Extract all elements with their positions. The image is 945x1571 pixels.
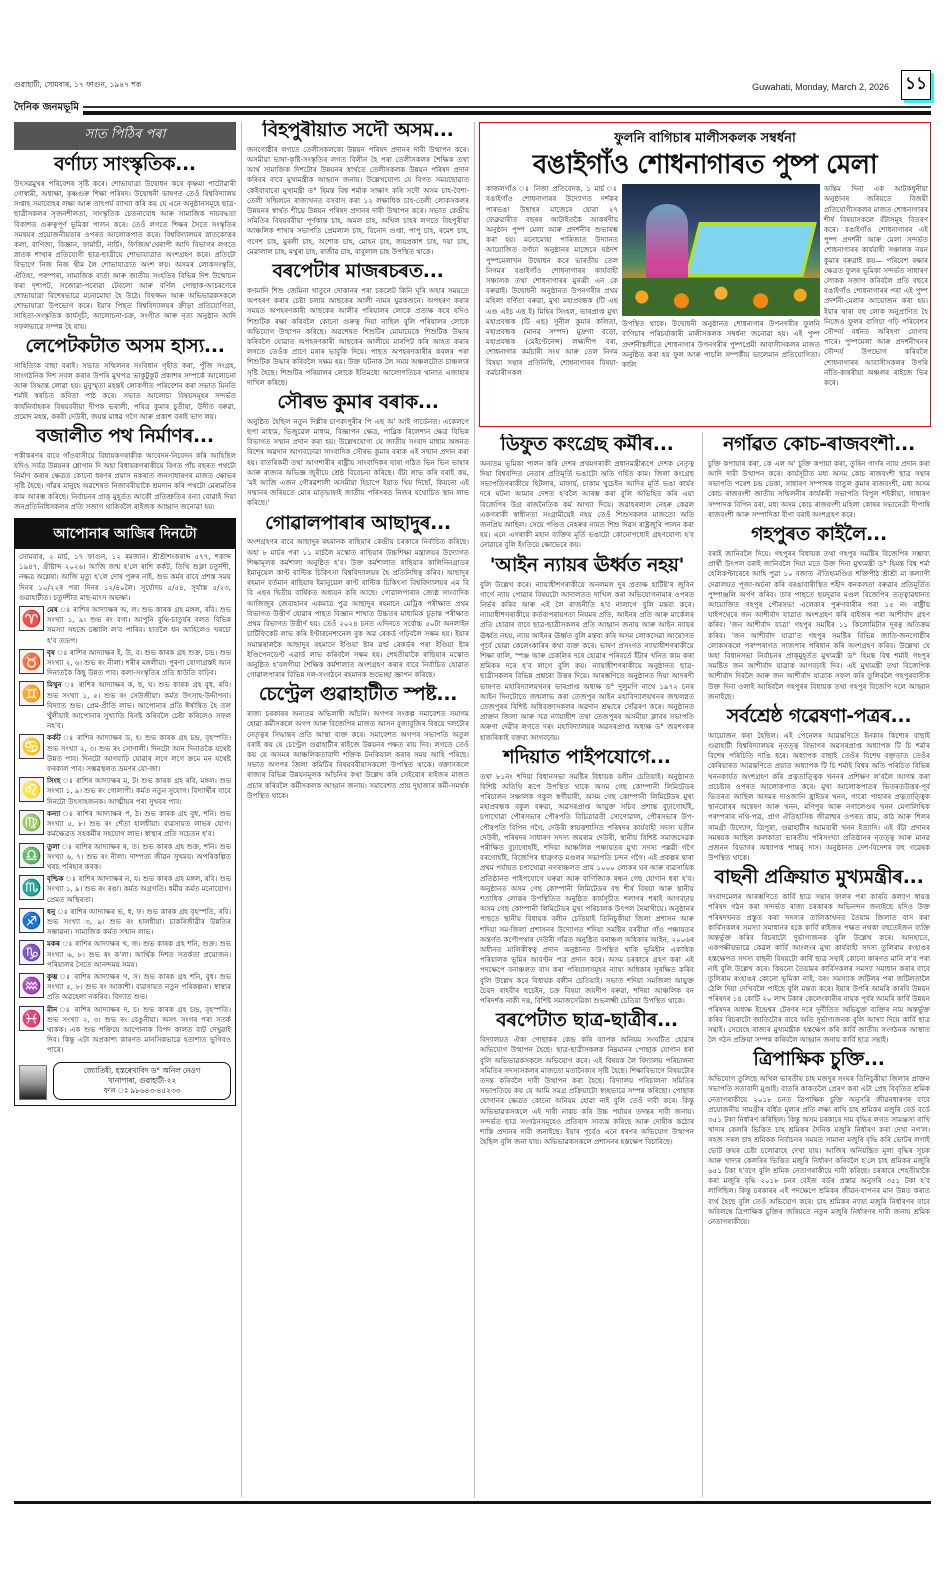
pisces-icon: ♓: [19, 1006, 44, 1031]
column-2: [247, 120, 469, 801]
column-1: [14, 120, 236, 1106]
headline[interactable]: নগাঁৱত কোচ-ৰাজবংশী...: [723, 434, 915, 455]
headline[interactable]: বৰ্ণাঢ্য সাংস্কৃতিক...: [54, 153, 196, 175]
zodiac-name: কৰ্কট: [47, 733, 61, 743]
article-law-above-justice: [480, 555, 694, 743]
zodiac-name: মিথুন: [47, 680, 62, 690]
headline[interactable]: শদিয়াত পাইপযোগে...: [503, 745, 671, 768]
headline[interactable]: গোৱালপাৰাৰ আছাদুৰ...: [265, 511, 451, 534]
virgo-icon: ♍: [19, 810, 44, 835]
zodiac-reading: ৰাশিৰ আদ্যাক্ষৰ ম, ট। শুভ কাৰক গ্ৰহ ৰবি, মঙ্গল। শুভ সংখ্যা ১, ৯। শুভ ৰং গোলাপী। কৰ্মত নতুন সুযোগ। বিদ্যাৰ্থীৰ বাবে দিনটো উৎসাহজনক। আত্মীয়ৰ পৰা সুখবৰ পাব।: [47, 776, 231, 806]
lead-body-right: অন্তিম দিনা এক আটকধুনীয়া অনুষ্ঠানৰ জৰিয়তে বিজয়ী প্ৰতিযোগীসকলৰ মাজত শোধনাগাৰৰ শীৰ্ষ বিষয়াসকলে বঁটাসমূহ বিতৰণ কৰে। বঙাইগাঁও শোধনাগাৰৰ এই পুষ্প প্ৰদৰ্শনী আৰু মেলা সন্দৰ্ভত শোধনাগাৰৰ কাৰ্যবাহী সঞ্চালক নয়ন কুমাৰ বৰুৱাই কয়— পৰিবেশ ৰক্ষাৰ ক্ষেত্ৰত ফুলৰ ভূমিকা সন্দৰ্ভত সাধাৰণ লোকক সজাগ কৰিবলৈ প্ৰতি বছৰে বঙাইগাঁও শোধনাগাৰৰ পৰা এই পুষ্প প্ৰদৰ্শনী-মেলাৰ আয়োজন কৰা হয়। ইয়াৰ দ্বাৰা বহু লোক অনুপ্ৰাণিত হৈ নিজেও ফুলৰ বাগিচা গঢ়ি পৰিবেশৰ সৌন্দৰ্য বৰ্ধনত অৰিহণা যোগাব পাৰে। পুষ্পমেলা আৰু প্ৰদৰ্শনীখনৰ সৌন্দৰ্য উপভোগ কৰিবলৈ শোধনাগাৰৰ আবাসীসকলৰ উপৰি নাঁতি-কাষৰীয়া অঞ্চলৰ ৰাইজে ভিৰ কৰে।: [824, 184, 928, 388]
article-tripartite-agreement: [708, 1049, 930, 1227]
headline[interactable]: বজালীত পথ নিৰ্মাণৰ...: [36, 424, 214, 447]
zodiac-text: কন্যা ঃ ৰাশিৰ আদ্যাক্ষৰ প, ঠ। শুভ কাৰক গ্ৰহ বুধ, শনি। শুভ সংখ্যা ৫, ৮। শুভ ৰং শেঁতা হালধীয়া। ব্যৱসায়ত লাভৰ যোগ। কৰ্মক্ষেত্ৰত সহকৰ্মীৰ সহযোগ লাভ। স্বাস্থ্যৰ প্ৰতি সচেতন হ'ব।: [47, 808, 231, 839]
article-body: বুলি উল্লেখ কৰে। ন্যায়াধীশগৰাকীয়ে অনলমল দুৰ প্ৰত্যক্ষ হাৰ্টিষ্ট'ৰ জুবিন গাৰ্গে ন্যায় পোৱাৰ বিষয়টো আদালতত দাখিল কৰা অভিযোগনামাৰ ওপৰত নিৰ্ভৰ কৰিব আৰু এই লৈ ৰাজনীতি হ'ব নালাগে বুলি মন্তব্য কৰে। ন্যায়াধীশগৰাকীয়ে কৰ্তব্যপৰায়ণতা নিয়মৰ প্ৰতি, আইনৰ প্ৰতি আৰু মাৰ্কেলৰ প্ৰতি হোৱাৰ বাবে ছাত্ৰ-ছাত্ৰীসকলৰ প্ৰতি আহ্বান জনায় আৰু আইন ন্যায়ৰ ঊৰ্ধ্বত নহয়, ন্যায় আইনৰ ঊৰ্ধ্বত বুলি মন্তব্য কৰি অসম লোকসেৱা আয়োগত পূৰ্বে হোৱা কেলেংকাৰিৰ কথা ব্যক্ত কৰে। ভাষণ প্ৰসংগত ন্যায়াধীশগৰাকীয়ে শিক্ষা বালি, স্পঞ্জ আৰু চেকলিৰ দৰে হোৱাৰ পৰিবৰ্তে ইঁটাৰ খনিত কাম কৰা শ্ৰমিকৰ দৰে হ'ব লাগে বুলি কয়। ন্যায়াধীশগৰাকীয়ে অনুষ্ঠানত ছাত্ৰ-ছাত্ৰীসকলৰ বিভিন্ন প্ৰশ্নৰো উত্তৰ দিয়ে। আৰম্ভণিতে অনুষ্ঠানত দিয়া আদৰণী ভাষণত মহাবিদ্যালয়খনৰ ভাৰপ্ৰাপ্ত অধ্যক্ষ ড° দুলুমণি নাথে ১৯৭২ চনৰ আইন দিনটোতে জন্মলাভ কৰা তেজপুৰ আইন মহাবিদ্যালয়খনৰ জন্মলগ্নত তেজপুৰৰ বিশিষ্ট অধিবক্তাসকলৰ অৱদান শ্ৰদ্ধাৰে সোঁৱৰণ কৰে। অনুষ্ঠানত প্ৰাক্তন জিলা আৰু সত্ৰ ন্যায়াধীশ তথা তেজপুৰৰ অসমীয়া ক্লাবৰ সভাপতি অৰুণা দেৱীৰ লগতে দৰং মহাবিদ্যালয়ৰ অৱসৰপ্ৰাপ্ত অধ্যক্ষ ড° জয়শংকৰ হাজৰিকাই বক্তব্য আগবঢ়ায়।: [480, 579, 694, 742]
headline[interactable]: বাছনী প্ৰক্ৰিয়াত মুখ্যমন্ত্ৰীৰ...: [714, 866, 924, 889]
headline[interactable]: লেপেটকটাত অসম হাস্য...: [25, 334, 225, 357]
zodiac-name: মকৰ: [47, 939, 60, 949]
article-goalpara-asadur: [247, 513, 469, 681]
zodiac-reading: ৰাশিৰ আদ্যাক্ষৰ ই, উ, ব। শুভ কাৰক গ্ৰহ শুক্ৰ, চন্দ্ৰ। শুভ সংখ্যা ২, ৬। শুভ ৰং নীলা। শৰীৰ মঙ্গলীয়া। পুৰণা ৰোগাগ্ৰস্তই আন দিনাতকৈ কিছু উন্নত পাব। কলা-সংস্কৃতিৰ প্ৰতি ধাউতি বাঢ়িব।: [47, 647, 232, 678]
article-body: তথা ৮১নং শদিয়া বিধানসভা সমষ্টিৰ বিধায়ক বলীন চেতিয়াই। অনুষ্ঠানত বিশিষ্ট অতিথি ৰূপে উপস্থিত থাকে অসম গেছ কোম্পানী লিমিটেডৰ পৰিচালন সঞ্চালক গকুল স্বৰ্গীয়াৰী, অসম গেছ কোম্পানী লিমিটেডৰ মুখ্য মহাপ্ৰবন্ধক বকুল বৰুৱা, অৱসৰপ্ৰাপ্ত আয়ুক্ত সচিব প্ৰশান্ত বুঢ়াগোহাঁই, চপাখোৱা পৌৰসভাৰ পৌৰপতি বিচিত্ৰাৱতী সোণোৱাল, পৌৰসভাৰ উপ-পৌৰপতি বিপিন গগৈ, দেউৰী স্বায়ত্তশাসিত পৰিষদৰ কাৰ্যবাহী সদস্য যতীন দেউৰী, পৰিষদৰ সাধাৰণ সদস্য জয়ৰাম দেউৰী, স্থানীয় বিশিষ্ট সমাজসেৱক পৰীক্ষিত বুঢ়াগোহাঁই, শদিয়া আঞ্চলিক পঞ্চায়তৰ মুখ্য সদস্য পল্লৱী গগৈ বৰগোহাঁই, বিজেপিৰ ধাত্ৰুগড় মণ্ডলৰ সভাপতি চন্দন গগৈ। এই প্ৰকল্পৰ দ্বাৰা প্ৰথম পৰ্যায়ত চপাখোৱা নগৰাঞ্চলত প্ৰায় ১০০০ লোকৰ ঘৰ আৰু ব্যৱসায়িক প্ৰতিষ্ঠানত পাইপযোগে ঘৰুৱা আৰু বাণিজ্যিক ৰন্ধন গেছ যোগান ধৰা হ'ব। অনুষ্ঠানত অসম গেছ কোম্পানী লিমিটেডৰ বহু শীৰ্ষ বিষয়া আৰু স্থানীয় শতাধিক লোকৰ উপস্থিতিত অনুষ্ঠিত কাৰ্যসূচীত শলাগৰ শৰাই আগবঢ়ায় অসম গেছ কোম্পানী লিমিটেডৰ মুখ্য পৰিচালক উৎপল নৈমাখীয়ে। অনুষ্ঠানৰ পাছতে স্থানীয় বিধায়ক বলীন চেতিয়াই তিনিচুকীয়া জিলা প্ৰশাসন আৰু শদিয়া সম-জিলা প্ৰশাসনৰ উদ্যোগত শদিয়া সমষ্টিৰ বৰবীয়া গাঁও পঞ্চায়তৰ অন্তৰ্গত কপৌপথাৰ দেউৰী গাঁৱত অনুষ্ঠিত বনাঞ্চল অধিকাৰ আইন, ২০০৬ৰ অধীনত মালিকীস্বত্ব প্ৰদান অনুষ্ঠানত উপস্থিত থাকি ভূমিহীন একাধিক পৰিয়ালক ভূমিৰ আবণ্টন পত্ৰ প্ৰদান কৰে। অসম চৰকাৰে গ্ৰহণ কৰা এই পদক্ষেপে বনাঞ্চলত বাস কৰা পৰিয়ালসমূহৰ ন্যায্য অধিকাৰ সুৰক্ষিত কৰিব বুলি উল্লেখ কৰে বিধায়ক বলীন চেতিয়াই। সভাত শদিয়া সমজিলা আয়ুক্ত চৈয়দ ৰাহবীৰ হুচেইন, চক্ৰ বিষয়া জয়দীপ বৰুৱা, শদিয়া আঞ্চলিক বন পৰিদৰ্শক নাকী দত্ত, বিশিষ্ট সমাজসেৱিকা শুভলক্ষ্মী চেতিয়া উপস্থিত থাকে।: [480, 771, 694, 1006]
article-body: জনগোষ্ঠীৰ লগতে তেলীসকলকো উন্নয়ন পৰিষদ প্ৰদানৰ দাবী উত্থাপন কৰে। অসমীয়া ভাষা-কৃষ্টি-সংস্কৃতিৰ লগত বিলীন হৈ পৰা তেলীসকলৰ শৈক্ষিক তথা আৰ্থ সামাজিক দিশটোৰ উন্নয়নৰ স্বাৰ্থতে তেলীসকলক উন্নয়ন পৰিষদ প্ৰদান কৰিবৰ বাবে মুখ্যমন্ত্ৰীক আহ্বান জনায়। উল্লেখযোগ্য যে বিগত সময়ছোৱাত কেইবাবাৰো মুখ্যমন্ত্ৰী ড° হিমন্ত বিশ্ব শৰ্মাক সাক্ষাৎ কৰি সদৌ অসম চাহ-বৈশ্য-তেলী সন্মিলনে ৰাজ্যখনত বসবাস কৰা ১২ লক্ষাধিক চাহ-তেলী লোকসকলৰ উন্নয়নৰ স্বাৰ্থত শীঘ্ৰে উন্নয়ন পৰিষদ প্ৰদানৰ দাবী উত্থাপন কৰে। সভাত কেন্দ্ৰীয় সমিতিৰ বিষয়ববীয়া পূৰ্ণকান্ত চাহ, অমল চাহ, অখিল চাহৰ লগতে বিহপুৰীয়া আঞ্চলিক শাখাৰ সভাপতি প্ৰেমলাল চাহ, বিনোদ গুপ্তা, পাপু চাহ, ৰমেশ চাহ, গণেশ চাহ, মুৰলী চাহ, অশোক চাহ, মোহন চাহ, জয়প্ৰকাশ চাহ, দয়া চাহ, মেৱালাল চাহ, মথুৰা চাহ, ৰাজীৱ চাহ, বাবুলাল চাহ উপস্থিত থাকে।: [247, 144, 469, 256]
horoscope-title: আপোনাৰ আজিৰ দিনটো: [15, 519, 235, 549]
column-divider: [241, 122, 242, 1497]
zodiac-entry: [19, 874, 231, 905]
headline[interactable]: সৰ্বশ্ৰেষ্ঠ গৱেষণা-পত্ৰৰ...: [726, 704, 912, 727]
masthead-rule-heavy: [14, 111, 931, 115]
column-divider: [702, 432, 703, 1497]
article-best-research-paper: [708, 706, 930, 863]
photo-pool: [685, 222, 817, 277]
article-selection-cm: [708, 867, 930, 1045]
cancer-icon: ♋: [19, 734, 44, 759]
horoscope-intro: সোমবাৰ, ২ মাৰ্চ, ১৭ ফাগুন, ১২ ৰমজান। শ্ৰীশ্ৰীশংকৰাব্দ ৫৭৭, শকাব্দ ১৯৪৭, খ্ৰীষ্টাব্দ ২০২৬। আজি জন্ম হ'লে ৰাশি কৰ্কট, তিথি শুক্লা চতুৰ্দশী, নক্ষত্ৰ অশ্লেষা। আজি মৃত্যু হ'লে দোষ পুৰুৰ নাই, শুভ কৰ্মৰ বাবে প্ৰশস্ত সময় দিনৰ ১০/২২ৰ পৰা দিনৰ ১২/৪০লৈ। সূৰ্যোদয় ৫/৫৪, সূৰ্যাস্ত ৫/২৩, গুৱাহাটীত। চতুৰ্দশীত মাছ-মাংস অভক্ষ্য।: [19, 552, 231, 602]
zodiac-text: মেষ ঃ ৰাশিৰ আদ্যাক্ষৰ অ, ল। শুভ কাৰক গ্ৰহ মঙ্গল, ৰবি। শুভ সংখ্যা ১, ৯। শুভ ৰং বগা। আপুনি বুদ্ধি-চাতুৰ্যৰ বলত বিভিন্ন সমস্যা সহজে চম্ভালি ল'ব পাৰিব। হাতলৈ ধন আহিলেও খৰচো হ'ব তদ্ৰূপ।: [47, 605, 231, 645]
astrologer-name: জ্যোতিষী, হস্তৰেখাবিদ ড° অনিল নেওগ: [83, 1065, 201, 1075]
masthead: [14, 70, 931, 120]
paper-name: দৈনিক জনমভূমি: [14, 100, 83, 117]
headline[interactable]: গহপুৰত কাইলৈ...: [751, 523, 887, 546]
article-body: সাহিত্যিক বাছা বৰাই। সভাত সন্মিলনৰ সংবিধান গৃহীত কৰা, পুঁজি সংগ্ৰহ, সাংগঠনিক দিশ সবল কৰাৰ উপৰি মুখপত্ৰ ভাকুটুকুট প্ৰকাশৰ সম্পৰ্কে আলোচনা আৰু সিদ্ধান্ত লোৱা হয়। মুনুস্মৃতা মহন্তই লোকগীত পৰিবেশন কৰা সভাত মিনতি শৰ্মাই স্বৰচিত কবিতা পাঠ কৰে। সভাত আলোচ্য বিষয়সমূহৰ সন্দৰ্ভত কাৰ্যনিৰ্বাহকৰ বিষয়ববীয়া দীপক ভৰালী, পবিত্ৰ কুমাৰ চুতীয়া, উদীত বৰুৱা, প্ৰমোদ মহন্ত, কৰবী দেউৰী, জয়ন্ত মাধৱ গগৈ আৰু প্ৰকাশ বৰাই ভাগ লয়।: [14, 360, 236, 421]
article-sourav-kumar-bora: [247, 392, 469, 509]
headline[interactable]: বিহপুৰীয়াত সদৌ অসম...: [262, 120, 454, 141]
page-bottom-rule: [14, 1501, 931, 1504]
continued-from-kicker: সাত পিঠিৰ পৰা: [14, 122, 236, 150]
headline[interactable]: ত্ৰিপাক্ষিক চুক্তি...: [753, 1048, 885, 1071]
photo-marigolds: [622, 278, 820, 316]
date-local: গুৱাহাটী, সোমবাৰ, ১৭ ফাগুন, ১৯৪৭ শক: [14, 80, 142, 89]
zodiac-list: [19, 605, 231, 1056]
column-4: [708, 434, 930, 1227]
zodiac-text: বৃশ্চিক ঃ ৰাশিৰ আদ্যাক্ষৰ ন, য। শুভ কাৰক গ্ৰহ মঙ্গল, ৰবি। শুভ সংখ্যা ১, ৯। শুভ ৰং ৰঙা। কৰ্মত অগ্ৰগতি। ধৰ্মীয় কৰ্মত মনোযোগ। প্ৰেমত অস্থিৰতা।: [47, 874, 231, 904]
zodiac-name: কুম্ভ: [47, 971, 58, 981]
zodiac-reading: ৰাশিৰ আদ্যাক্ষৰ ক, ছ, ঘ। শুভ কাৰক গ্ৰহ বুধ, ৰবি। শুভ সংখ্যা ১, ৫। শুভ ৰং সেউজীয়া। কৰ্মত উৎসাহ-উদ্দীপনা। বিদ্যাত শুভ। প্ৰেম-প্ৰীতি লাভ। আপোনাৰ প্ৰতি ঈৰ্ষান্বিত হৈ তল খুঁলীয়াই আপোনাৰ সুখ্যাতি বিনষ্ট কৰিবলৈ চেষ্টা কৰিলেও সফল নহ'ব।: [47, 680, 231, 731]
zodiac-text: মীন ঃ ৰাশিৰ আদ্যাক্ষৰ দ, চ। শুভ কাৰক গ্ৰহ চন্দ্ৰ, বৃহস্পতি। শুভ সংখ্যা ২, ৩। শুভ ৰং বেঙুনীয়া। অসৎ সংগৰ পৰা সতৰ্ক থাকক। এক শুভ শক্তিয়ে আপোনাক বিপদ কালত বাট দেখুৱাই দিব। কিন্তু এটা অপ্ৰকাশ্য কাৰণত মানসিকভাৱে হতাশাত ভুগিবও পাৰে।: [47, 1004, 231, 1055]
article-body: বিদ্যালয়ত ঐক্য পোছাকৰ কেন্দ্ৰ কৰি ব্যাপক অনিয়ম সংঘটিত হোৱাৰ অভিযোগ উত্থাপন হৈছে। ছাত্ৰ-ছাত্ৰীসকলক নিম্নমানৰ পোছাক যোগান ধৰা বুলি অভিভাৱকসকলে অভিযোগ কৰে। এই বিষয়ক লৈ বিদ্যালয় পৰিচালনা সমিতিৰ সদস্যসকলৰ মাজতো মতানৈক্যৰ সৃষ্টি হৈছে। শিক্ষাবিভাগে বিষয়টোৰ তদন্ত কৰিবলৈ দাবী উত্থাপন কৰা হৈছে। বিদ্যালয় পৰিচালনা সমিতিৰ সভাপতিয়ে কয় যে আমি সমগ্ৰ প্ৰক্ৰিয়াটো স্বচ্ছভাৱে সম্পন্ন কৰিছো। পোছাক যোগানৰ ক্ষেত্ৰত কোনো অনিয়ম হোৱা নাই বুলি তেওঁ দাবী কৰে। কিন্তু অভিভাৱকসকলে এই দাবী নাকচ কৰি উচ্চ পৰ্যায়ৰ তদন্তৰ দাবী জনায়। সন্দৰ্ভত ছাত্ৰ সংগঠনসমূহেও প্ৰতিবাদ সাব্যস্ত কৰিছে আৰু দোষীক কঠোৰ শাস্তি প্ৰদানৰ দাবী জনাইছে। ইয়াৰ পূৰ্বেও এনে ধৰণৰ অভিযোগ উত্থাপন হৈছিল বুলি জনা যায়। অভিভাৱকসকলে প্ৰশাসনৰ হস্তক্ষেপ বিচাৰিছে।: [480, 1035, 694, 1147]
lead-headline[interactable]: বঙাইগাঁও শোধনাগাৰত পুষ্প মেলা: [532, 150, 878, 180]
headline[interactable]: ডিফুত কংগ্ৰেছ কৰ্মীৰ...: [500, 434, 674, 455]
zodiac-entry: [19, 907, 231, 938]
article-gohpur-tomorrow: [708, 524, 930, 702]
page-number: ১১: [901, 70, 931, 100]
article-central-guwahati: [247, 684, 469, 801]
article-bajali-road: [14, 426, 236, 512]
headline[interactable]: বৰপেটাৰ মাজৰচৰত...: [272, 260, 444, 283]
zodiac-entry: [19, 605, 231, 646]
libra-icon: ♎: [19, 843, 44, 868]
article-body: অংশগ্ৰহণৰ বাবে আছাদুৰ ৰহমানক ৰাছিয়াৰ কেন্দ্ৰীয় চৰকাৰে নিৰ্বাচিত কৰিছে। অহা ৮ মাৰ্চৰ পৰা ১১ মাৰ্চলৈ মস্কোত ৰাছিয়াৰ উচ্চশিক্ষা মন্ত্ৰালয়ৰ উদ্যোগত শিক্ষামূলক কৰ্মশালা অনুষ্ঠিত হ'ব। উক্ত কৰ্মশালাত ৰাছিয়াৰ কালিনিনগ্ৰাডৰ ইমানুয়েল কাণ্ট বাল্টিক চিকিৎসা বিশ্ববিদ্যালয়ৰ হৈ প্ৰতিনিধিত্ব কৰিব। আছাদুৰ ৰহমান বৰ্তমান ৰাছিয়াৰ ইমানুয়েল কাণ্ট বাল্টিক চিকিৎসা বিশ্ববিদ্যালয়ৰ এম বি বি এছৰ দ্বিতীয় বাৰ্ষিকত অধ্যয়ন কৰি আছে। গোৱালপাৰাৰ জ্যেষ্ঠ সাংবাদিক আজিজুৰ জেবাহানৰ একমাত্ৰ পুত্ৰ আছাদুৰ ৰহমানে মেট্ৰিক পৰীক্ষাত প্ৰথম বিভাগত উত্তীৰ্ণ হোৱাৰ পাছত বিজ্ঞান শাখাত উচ্চতৰ মাধ্যমিক চূড়ান্ত পৰীক্ষাত প্ৰথম বিভাগত উত্তীৰ্ণ হয়। তেওঁ ২০২৪ চনত এদিনতে সৰ্বোচ্চ ৫০টা অনলাইন চাৰ্টিফিকেট লাভ কৰি ইণ্টাৰনেশ্যনেল বুক অৱ ৰেকৰ্ড গঢ়িবলৈ সক্ষম হয়। ইয়াৰ সমান্তৰালকৈ আছাদুৰ ৰহমানে ইণ্ডিয়া ষ্টাৰ ৱৰ্ল্ড ৰেকৰ্ডৰ পৰা ইণ্ডিয়া ষ্টাৰ ইণ্ডিপেনডেণ্ট এৱাৰ্ড লাভ কৰিবলৈ সক্ষম হয়। শেহতীয়াকৈ ৰাছিয়াৰ মস্কোত অনুষ্ঠিত হ'বলগীয়া শৈক্ষিক কৰ্মশালাত অংশগ্ৰহণ কৰাৰ বাবে নিৰ্বাচিত হোৱাত গোৱালপাৰাৰ বিভিন্ন দল-সংগঠনে ৰহমানক শুভেচ্ছা জ্ঞাপন কৰিছে।: [247, 537, 469, 680]
article-body: পকীকৰণৰ বাবে গাঁওবাসীয়ে বিধায়কগৰাকীক আবেদন-নিবেদন কৰি আহিছিল যদিও সৰ্বত্ৰ উন্নয়নৰ শ্লোগান দি অহা বিধায়কগৰাকীয়ে বিগত পাঁচ বছৰত পথটো নিৰ্মাণ কৰাৰ ক্ষেত্ৰত কোনো ধৰণৰ প্ৰয়াস নকৰাত জনসাধাৰণৰ মাজত ক্ষোভৰ সৃষ্টি হৈছে। গাঁৱৰ মানুহে অৱশেষত নিজাববীয়াকৈ শ্ৰমদান কৰি পথটো মেৰামতিৰ কাম আৰম্ভ কৰিছে। নিৰ্বাচনৰ প্ৰাক্‌ মুহূৰ্তত আকৌ প্ৰতিশ্ৰুতিৰ বন্যা বোৱাই দিয়া জনপ্ৰতিনিধিসকলৰ প্ৰতি সজাগ থাকিবলৈ ৰাইজক আহ্বান জনোৱা হয়।: [14, 450, 236, 511]
article-body: আয়োজন কৰা হৈছিল। এই পেনেলৰ আৱন্তণিতে ইনকাৰ কিশোৰ বাছাই গুৱাহাটী বিশ্ববিদ্যালয়ৰ নৃতত্ত্ব বিভাগৰ অৱসৰপ্ৰাপ্ত অধ্যাপক টি চি শৰ্মাৰ বিশেষ পৰিচিতি দাঙি ধৰে। অধ্যাপক বাছাই তেওঁৰ বিশেষ বক্তৃতাত তেওঁৰ কেৰিয়াৰত আৱন্তণিতে প্ৰয়াত অধ্যাপক টি চি শৰ্মাই বিশ্বৰ অতি পৰিচিত বিভিন্ন খননকাৰ্যত অংশগ্ৰহণ কৰি প্ৰত্নতাত্ত্বিক খননৰ প্ৰশিক্ষণ ল'বলৈ আগন্ত কৰা প্ৰচেষ্টাৰ ওপৰত আলোকপাত কৰে। মুখ্য আলোকপাতৰ ভিতৰতউত্তৰ-পূৰ্ব ভিতৰত আছিল অসমৰ দাওজানি হ্ৰাইডৰ খনন, গাৰো পাহাৰৰ প্ৰত্নতাত্ত্বিক স্থানবোৰৰ অন্বেষণ আৰু খনন, মণিপুৰ আৰু নগালেণ্ডৰ খনন মেগালিথিক পৰম্পৰাৰ নথি-পত্ৰ, প্ৰাগ ঐতিহাসিক জীৱাশ্মৰ ওপৰত কাম, কাঠ আৰু শিলৰ সামগ্ৰী উদ্যোগ, ত্ৰিপুৰা, গুৱাহাটীৰ আমবাৰী খনন ইত্যাদি। এই বঁটা প্ৰদানৰ সমন্বয়ক আছিল কলকাতা ভাৰতীয় পৰিসংখ্যা প্ৰতিষ্ঠানৰ নৃতত্ত্ব আৰু মানৱ প্ৰজনন বিভাগৰ অধ্যাপক শান্তনু দাস। অনুষ্ঠানত দেশ-বিদেশৰ বহু গৱেষক উপস্থিত থাকে।: [708, 730, 930, 863]
zodiac-text: কুম্ভ ঃ ৰাশিৰ আদ্যাক্ষৰ গ, স। শুভ কাৰক গ্ৰহ শনি, বুধ। শুভ সংখ্যা ৫, ৮। শুভ ৰং আকাশী। ব্যৱসায়ত নতুন পৰিকল্পনা। স্বাস্থ্যৰ প্ৰতি অৱহেলা নকৰিব। বিদ্যাত শুভ।: [47, 971, 231, 1002]
scorpio-icon: ♏: [19, 875, 44, 900]
zodiac-name: বৃশ্চিক: [47, 874, 64, 884]
headline[interactable]: সৌৰভ কুমাৰ বৰাক...: [277, 390, 439, 413]
astrologer-card: [53, 1062, 231, 1100]
article-lepetkata-humour: [14, 336, 236, 422]
zodiac-reading: ৰাশিৰ আদ্যাক্ষৰ ৰ, ত। শুভ কাৰক গ্ৰহ শুক্ৰ, শনি। শুভ সংখ্যা ৬, ৭। শুভ ৰং নীলা। দাম্পত্য জীৱন সুখময়। অপৰিকল্পিত খৰচ পৰিহাৰ কৰক।: [47, 841, 231, 871]
leo-icon: ♌: [19, 777, 44, 802]
zodiac-entry: [19, 680, 231, 731]
lead-body-left: কাজলগাঁও ঃ নিজা প্ৰতিবেদক, ১ মাৰ্চ ঃ বঙাইগাঁও শোধনাগাৰৰ উদ্যোগত দৰ্শকৰ পাৰভঙা উছাহৰ মাজেৰে যোৱা ২৭ ফেব্ৰুৱাৰীত বছৰৰ আটাইতকৈ আকৰ্ষণীয় অনুষ্ঠান পুষ্প মেলা আৰু প্ৰদৰ্শনীৰ শুভাৰম্ভ কৰা হয়। মনোমোহা পাৰিজাত উদ্যানত আয়োজিত বৰ্ণাঢ্য অনুষ্ঠানৰ মাজেৰে ষষ্ঠদশ পুষ্পমেলাখন উদ্বোধন কৰে ভাৰতীয় তেল নিগমৰ বঙাইগাঁও শোধনাগাৰৰ কাৰ্যবাহী সঞ্চালক তথা শোধনাগাৰৰ মুৰব্বী এন কে বৰুৱাই। উদ্বোধনী অনুষ্ঠানত উপনগৰীৰ প্ৰথম মহিলা বৰ্ণিতা বৰুৱা, মুখ্য মহাপ্ৰবন্ধক (টি এছ এণ্ড এইচ এছ ই) মিহিৰ সিংহল, ভাৰপ্ৰাপ্ত মুখ্য মহাপ্ৰবন্ধক (টি এছ) সুনীল কুমাৰ কলিতা, মহাপ্ৰবন্ধক (মানৱ সম্পদ) মুদ্ৰুগা বড়ো, মহাপ্ৰবন্ধক (মেইণ্টেনেন্স) লক্ষ্যদীপ বৰা, শোধনাগাৰ কৰ্মচাৰী সংঘ আৰু তেল নিগম বিষয়া সন্থাৰ প্ৰতিনিধি, শোধনাগাৰৰ বিষয়া-কৰ্মচাৰীসকল: [486, 184, 618, 377]
zodiac-name: ধনু: [47, 906, 56, 916]
aquarius-icon: ♒: [19, 973, 44, 998]
column-3: [480, 434, 694, 1147]
article-body: ৰাজ্য চৰকাৰৰ অন্যতম অভিলাষী আঁচনি। অগপৰ সংকল্প সমাবেশত সমাগম হোৱা কৰ্মীসকলে অগপ আৰু বিজেপিৰ মাজত আসন বুজাবুজিৰ বিষয়ে দলটোৰ নেতৃত্বৰ সিদ্ধান্তৰ প্ৰতি আস্থা ব্যক্ত কৰে। সমাবেশত অগপৰ সভাপতি অতুল বৰাই কয় যে চেণ্ট্ৰেল গুৱাহাটীৰ ৰাইজে উন্নয়নৰ পক্ষত ৰায় দিব। লগতে তেওঁ কয় যে অসমৰ আঞ্চলিকতাবাদী শক্তিক টনকিয়াল কৰাৰ সময় আহি পৰিছে। সভাত অগপৰ জিলা কমিটিৰ বিষয়ববীয়াসকলো উপস্থিত থাকে। বক্তাসকলে ৰাজ্যৰ বিভিন্ন উন্নয়নমূলক আঁচনিৰ কথা উল্লেখ কৰি সেইবোৰ ৰাইজৰ মাজত প্ৰচাৰ কৰিবলৈ কৰ্মীসকলক আহ্বান জনায়। সমাবেশত প্ৰায় দুহাজাৰ কৰ্মী-সমৰ্থক উপস্থিত থাকে।: [247, 709, 469, 800]
zodiac-entry: [19, 776, 231, 807]
article-body: অভিযোগ তুলিছে অখিল ভাৰতীয় চাহ মজদুৰ সংঘৰ তিনিচুকীয়া জিলাৰ প্ৰাক্তন সভাপতি সত্যবাদী মুণ্ডাই। বাতৰি কাকতলৈ প্ৰেৰণ কৰা এটা প্ৰেছ বিবৃতিত শ্ৰমিক নেতাগৰাকীয়ে ২০১৮ চনত ত্ৰিপাক্ষিক চুক্তি অনুসৰি জীৱনধাৰণৰ বাবে প্ৰয়োজনীয় সামগ্ৰীৰ বৰ্ধিত মূল্যৰ প্ৰতি লক্ষ্য ৰাখি চাহ শ্ৰমিকৰ মজুৰি বেৰ্ড বৰ্ডে ৩৫১ টকা নিৰ্ধাৰণ কৰিছিল। কিন্তু অসম চৰকাৰে দাম বৃদ্ধিৰ লগত সামঞ্জস্য ৰাখি খাদ্যৰ কেলৰি ভিত্তিত চাহ শ্ৰমিকৰ দৈনিক মজুৰি নিৰ্ধাৰণ কৰা দেখা নগ'ল। সহজ সৰল চাহ শ্ৰমিকক নিৰ্বাচনৰ সময়ত সামান্য মজুৰি বৃদ্ধি কৰি ভোটৰ লগাই ভোট ক্ৰয়ৰ চেষ্টা চলোৱাহে দেখা যায়। আজিৰ অনিয়ন্ত্ৰিত মূল্য বৃদ্ধিৰ সূচক আৰু খাদ্যৰ কেলৰিৰ ভিত্তিত মজুৰি নিৰ্ধাৰণ কৰিবলৈ হ'লে চাহ শ্ৰমিকৰ মজুৰি ৬৫১ টকা হ'বগে বুলি শ্ৰমিক নেতাগৰাকীয়ে দাবী কৰিছে। চৰকাৰে শেহতীয়াকৈ কৰা মজুৰি বৃদ্ধি ২০১৮ চনৰ বেইজ বৰ্ডৰ প্ৰস্তাৱ অনুসৰি ৩৫১ টকা হ'ব লাগিছিল। কিন্তু চৰকাৰৰ এই পদক্ষেপে শ্ৰমিকৰ জীৱন-যাপনৰ মান উন্নত কৰাত ব্যৰ্থ হৈছে বুলি তেওঁ অভিযোগ কৰে। চাহ শ্ৰমিকৰ ন্যায্য মজুৰি নিৰ্ধাৰণৰ বাবে অবিলম্বে ত্ৰিপাক্ষিক চুক্তিৰ জৰিয়তে নতুন মজুৰি নিৰ্ধাৰণৰ দাবী জনায় শ্ৰমিক নেতাগৰাকীয়ে।: [708, 1074, 930, 1227]
lead-body-middle: উপস্থিত থাকে। উদ্বোধনী অনুষ্ঠানত শোধনাগাৰ উপনগৰীৰ ফুলনি বাগিচাৰ পৰিচৰ্যাকাৰী মালীসকলক সম্বৰ্ধনা জনোৱা হয়। এই পুষ্প প্ৰদৰ্শনীস্থলীতে শোধনাগাৰ উপনগৰীৰ পুষ্পপ্ৰেমী আবাসীসকলৰ মাজত অনুষ্ঠিত কৰা হয় ফুল আৰু পাচলি সম্পৰ্কীয় ভালেমান প্ৰতিযোগিতা। কালি: [622, 319, 820, 369]
zodiac-name: কন্যা: [47, 808, 61, 818]
astrologer-photo: [19, 1065, 47, 1100]
article-body: চুক্তি কপায়াৰ কৰা, কে এল অ' চুক্তি কপায়া কৰা, তুৰিন গাৰ্গৰ ন্যায় প্ৰদান কৰা আদি দাবী উত্থাপন কৰে। কাৰ্যসূচীত মধ্য অসম কোচ ৰাজবংশী ছাত্ৰ সন্থাৰ সভাপতি পৰেশ চন্দ্ৰ ডেকা, সাধাৰণ সম্পাদক বাতুল কুমাৰ ৰাজবংশী, মধ্য অসম কোচ ৰাজবংশী জাতীয় সন্মিলনীৰ কাৰ্যকৰী সভাপতি বিপুল শইকীয়া, সাধাৰণ সম্পাদক বিপিন বৰা, মধ্য অসম কোচ ৰাজবংশী মহিলা কোষৰ সভানেত্ৰী দীপান্বি ৰাজবংশী আৰু সম্পাদিকা বীণা বৰাই অংশগ্ৰহণ কৰে।: [708, 458, 930, 519]
masthead-rule: [14, 106, 931, 108]
headline[interactable]: 'আইন ন্যায়ৰ ঊৰ্ধ্বত নহয়': [489, 553, 685, 576]
article-diphu-congress: [480, 434, 694, 551]
date-english: Guwahati, Monday, March 2, 2026: [752, 82, 889, 92]
horoscope-box: [14, 518, 236, 1106]
zodiac-reading: ৰাশিৰ আদ্যাক্ষৰ খ, জ। শুভ কাৰক গ্ৰহ শনি, শুক্ৰ। শুভ সংখ্যা ৬, ৮। শুভ ৰং ক'লা। আৰ্থিক দিশত সতৰ্কতা প্ৰয়োজন। পৰিয়ালৰ সৈতে আনন্দময় সময়।: [47, 939, 231, 969]
article-body: বৰাই জানিবলৈ দিয়ে। গহপুৰৰ বিধায়ক তথা গহপুৰ সমষ্টিৰ বিজেপিৰ সম্ভাব্য প্ৰাৰ্থী উৎপল বৰাই জানিবলৈ দিয়া মতে উক্ত দিনা মুখ্যমন্ত্ৰী ড° হিমন্ত বিশ্ব শৰ্মা হেলিকপ্টাৰেৰে আহি পুৱা ১০ বজাত ঐতিহ্যমণ্ডিত শক্তিপীঠ শ্ৰীশ্ৰী মা কল্যাণী দেৱালয়ত পূজা-অৰ্চনা কৰি বৰঙাবাৰীস্থিত শহীদ কনকলতা বৰুৱাৰ প্ৰতিমূৰ্তিত পুষ্পাঞ্জলি অৰ্পণ কৰিব। তাৰ পাছতে ছয়দুৱাৰ মণ্ডল বিজেপিৰ তত্ত্বাৱধানত আয়োজিত গহপুৰ পৌৰসভা এলেকাৰ পুৰুণবাৰীৰ পৰা ১৫ নং ৰাষ্ট্ৰীয় ঘাইপথেৰে জন আশীৰ্বাদ যাত্ৰাত অংশগ্ৰহণ কৰি বাইজৰ পৰা আশীৰ্বাদ গ্ৰহণ কৰিব। 'জন আশীৰ্বাদ যাত্ৰা' গহপুৰ সমষ্টিৰ ১১ কিলোমিটাৰ দূৰত্ব অতিক্ৰম কৰিব। 'জন আশীৰ্বাদ যাত্ৰা'ত গহপুৰ সমষ্টিৰ বিভিন্ন জাতি-জনগোষ্ঠীৰ লোকসকলে পৰম্পৰাগত সাজপাৰ পৰিধান কৰি অংশগ্ৰহণ কৰিব। উল্লেখ্য যে অহা বিধানসভা নিৰ্বাচনৰ প্ৰাক্‌মুহূৰ্তত মুখ্যমন্ত্ৰী ড° হিমন্ত বিশ্ব শৰ্মাই গহপুৰ সমষ্টিত জন আশীৰ্বাদ যাত্ৰাক আগবঢ়াই দিব। এই মুখ্যমন্ত্ৰী তথা বিজেপিক আশীৰ্বাদ দিবলৈ আৰু জন আশীৰ্বাদ যাত্ৰাক সফল কৰি তুলিবলৈ গহপুৰবাসীক উক্ত দিনা ওলাই আহিবলৈ গহপুৰৰ বিধায়ক তথা গহপুৰ বিজেপি দলে আহ্বান জনাইছে।: [708, 548, 930, 701]
zodiac-entry: [19, 939, 231, 970]
zodiac-text: ধনু ঃ ৰাশিৰ আদ্যাক্ষৰ ভ, ধ, ফ। শুভ কাৰক গ্ৰহ বৃহস্পতি, ৰবি। শুভ সংখ্যা ৩, ৯। শুভ ৰং হালধীয়া। চাকৰিজীৱীৰ উন্নতিৰ সম্ভাৱনা। সামাজিক কৰ্মত সন্মান লাভ।: [47, 906, 231, 937]
headline[interactable]: চেণ্ট্ৰেল গুৱাহাটীত স্পষ্ট...: [258, 683, 458, 706]
zodiac-name: বৃষ: [47, 647, 55, 657]
astrologer-phone: ফ'ন ঃ ৯৮৬৪৩-৪৫২৩৩: [103, 1085, 181, 1095]
zodiac-entry: [19, 972, 231, 1003]
headline[interactable]: বৰপেটাত ছাত্ৰ-ছাত্ৰীৰ...: [496, 1009, 678, 1032]
zodiac-reading: ৰাশিৰ আদ্যাক্ষৰ দ, চ। শুভ কাৰক গ্ৰহ চন্দ্ৰ, বৃহস্পতি। শুভ সংখ্যা ২, ৩। শুভ ৰং বেঙুনীয়া। অসৎ সংগৰ পৰা সতৰ্ক থাকক। এক শুভ শক্তিয়ে আপোনাক বিপদ কালত বাট দেখুৱাই দিব। কিন্তু এটা অপ্ৰকাশ্য কাৰণত মানসিকভাৱে হতাশাত ভুগিবও পাৰে।: [47, 1004, 231, 1055]
aries-icon: ♈: [19, 606, 44, 631]
zodiac-entry: [19, 733, 231, 774]
zodiac-reading: ৰাশিৰ আদ্যাক্ষৰ ভ, ধ, ফ। শুভ কাৰক গ্ৰহ বৃহস্পতি, ৰবি। শুভ সংখ্যা ৩, ৯। শুভ ৰং হালধীয়া। চাকৰিজীৱীৰ উন্নতিৰ সম্ভাৱনা। সামাজিক কৰ্মত সন্মান লাভ।: [47, 906, 231, 937]
column-divider: [474, 122, 475, 1497]
zodiac-text: বৃষ ঃ ৰাশিৰ আদ্যাক্ষৰ ই, উ, ব। শুভ কাৰক গ্ৰহ শুক্ৰ, চন্দ্ৰ। শুভ সংখ্যা ২, ৬। শুভ ৰং নীলা। শৰীৰ মঙ্গলীয়া। পুৰণা ৰোগাগ্ৰস্তই আন দিনাতকৈ কিছু উন্নত পাব। কলা-সংস্কৃতিৰ প্ৰতি ধাউতি বাঢ়িব।: [47, 647, 232, 678]
zodiac-reading: ৰাশিৰ আদ্যাক্ষৰ গ, স। শুভ কাৰক গ্ৰহ শনি, বুধ। শুভ সংখ্যা ৫, ৮। শুভ ৰং আকাশী। ব্যৱসায়ত নতুন পৰিকল্পনা। স্বাস্থ্যৰ প্ৰতি অৱহেলা নকৰিব। বিদ্যাত শুভ।: [47, 971, 231, 1002]
capricorn-icon: ♑: [19, 940, 44, 965]
zodiac-text: মিথুন ঃ ৰাশিৰ আদ্যাক্ষৰ ক, ছ, ঘ। শুভ কাৰক গ্ৰহ বুধ, ৰবি। শুভ সংখ্যা ১, ৫। শুভ ৰং সেউজীয়া। কৰ্মত উৎসাহ-উদ্দীপনা। বিদ্যাত শুভ। প্ৰেম-প্ৰীতি লাভ। আপোনাৰ প্ৰতি ঈৰ্ষান্বিত হৈ তল খুঁলীয়াই আপোনাৰ সুখ্যাতি বিনষ্ট কৰিবলৈ চেষ্টা কৰিলেও সফল নহ'ব।: [47, 680, 231, 731]
lead-kicker: ফুলনি বাগিচাৰ মালীসকলক সম্বৰ্ধনা: [614, 131, 796, 146]
gemini-icon: ♊: [19, 681, 44, 706]
taurus-icon: ♉: [19, 649, 44, 674]
article-body: অন্যতম ভূমিকা পালন কৰি দেশৰ প্ৰথমগৰাকী প্ৰধানমন্ত্ৰীৰূপে দেশক নেতৃত্ব দিয়া বিশ্ববন্দিত নেতাৰ প্ৰতিমূৰ্তি ভঙাটো অতি গৰ্হিত কাম। জিলা কংগ্ৰেছ সভাপতিগৰাকীয়ে হিটলাৰ, মাফাৰ্য, চাকাম খুচেইন আদিৰ মূৰ্তি ভঙা কাৰ্যৰ দৰে ঘটনা আমাৰ দেশত হ'বলৈ আৰম্ভ কৰা বুলি অভিহিত কৰি এয়া বিজেপিৰ উগ্ৰ ৰাজনৈতিক কৰ্ম আখ্যা দিয়ে। জৱাহৰলাল নেহৰু কেৱল একগৰাকী স্বাধীনতা সংগ্ৰামীয়েই নহয় তেওঁ শিশুসকলৰ মাজতো অতি জনপ্ৰিয় আছিল। সেয়ে পণ্ডিত নেহৰুৰ নামত শিশু দিৱস ৰাষ্ট্ৰজুৰি পালন কৰা হয়। এনে এগৰাকী মহান ব্যক্তিৰ মূৰ্তি ভঙাটো কোনোপধ্যেই গ্ৰহণযোগ্য হ'ব নোৱাৰে বুলি ইংতিয়ে ক্ষোভেৰে কয়।: [480, 458, 694, 550]
zodiac-name: মীন: [47, 1004, 58, 1014]
article-body: সংবাদমেলৰ আৰম্ভণিতে কাৰ্বি ছাত্ৰ সন্থাৰ ফালৰ পৰা কাৰবি কল্যাণ স্বায়ত্ত পৰিষদ গঠন কৰা সন্দৰ্ভত ৰাজ্য চৰকাৰক অভিনন্দন জনাইছে যদিও উক্ত পৰিষদখনত প্ৰস্তুত কৰা সদস্যৰ তালিকাখনত তৈয়াম জিলাত বাস কৰা কাৰ্বিসকলৰ সমস্যা সমাধানৰ হকে কাৰ্বি ৰাইজৰ পক্ষত নথকা বহুতেইজন ব্যক্তি অন্তৰ্ভুক্ত কৰিব বিচৰাটো দুৰ্ভাগ্যজনক বুলি উল্লেখ কৰে। আনহাতে, একপক্ষীয়ভাৱে কেৱল কাৰ্বি আংলংৰ মুখ্য কাৰ্যবাহী সদস্য তুলিৰাম ৰংহাঙৰ হস্তক্ষেপত সদস্য বাছনী বিষয়টো কাৰ্বি ছাত্ৰ সন্থাই কোনো কাৰণত মানি ল'ব পৰা নাই বুলি উল্লেখ কৰে। কিয়নো তৈয়ামৰ কাৰ্বিসকলৰ সমস্যা সমাধান কৰাৰ বাবে তুলিৰাম ৰংহাঙৰ কোনো ভূমিকা নাই, বৰং সমস্যাক জটিলৰ পৰা জটিলতালৈ ঠেলি দিয়া দেখিবলৈ পাইছে বুলি মন্তব্য কৰে। ইয়াৰ উপৰি আমৰি কাৰবি উন্নয়ন পৰিষদৰ ১৪ কোটি ২০ লাখ টকাৰ কেলেংকাৰীৰ নায়ক পূৰ্বৰ আমৰি কাৰ্বি উন্নয়ন পৰিষদৰ অধ্যক্ষ ইন্দ্ৰেশ্বৰ টেৰণৰ দৰে দুৰ্নীতিত অভিযুক্ত ব্যক্তিৰ নাম অন্তৰ্ভুক্ত কৰিব বিচৰাটো জাতিটোৰ বাবে অতি দুৰ্ভাগ্যজনক বুলি আখ্যা দিয়ে কাৰ্বি ছাত্ৰ সন্থাই। সেয়েহে ৰাজ্যৰ মুখ্যমন্ত্ৰীক হস্তক্ষেপ কৰি কাৰ্বি জাতীয় সংগঠনক আস্থাত লৈ গঠন প্ৰক্ৰিয়া সম্পন্ন কৰিবলৈ আহ্বান জনায় কাৰ্বি ছাত্ৰ সন্থাই।: [708, 892, 930, 1045]
astrologer-address: খানাপাৰা, গুৱাহাটী-২২: [107, 1075, 177, 1085]
article-body: উৎসৱমুখৰ পৰিবেশৰ সৃষ্টি কৰে। শোভাযাত্ৰা উদ্বোধন কৰে কৃষ্ণমা পাটোৱাৰী গোস্বামী, অধ্যক্ষা, কৃষ্ণগুৰু শিক্ষা পৰিষদ। উদ্বোধনী ভাষণত তেওঁ বিশ্ববিদ্যালয় সপ্তাহ সমাবোহৰ লক্ষ্য আৰু তাৎপৰ্য ব্যাখ্যা কৰি কয় যে এনে অনুষ্ঠানসমূহে ছাত্ৰ-ছাত্ৰীসকলৰ সৃজনশীলতা, সাংস্কৃতিক চেতনাবোধ আৰু সামাজিক দায়বদ্ধতা বিকাশত গুৰুত্বপূৰ্ণ ভূমিকা পালন কৰে। তেওঁ লগতে শিক্ষৰ সৈতে সংস্কৃতিৰ সমন্বয়ৰ প্ৰয়োজনীয়তাৰ ওপৰত আলোকপাত কৰে। বিশ্ববিদ্যালয়ৰ স্নাতকোত্তৰ কলা, বাণিজ্য, বিজ্ঞান, ফাৰ্মাচী, নাৰ্চিং, ফিজিঅ'থেৰাপী আদি বিভাগৰ লগতে স্নাতক শাখাৰ প্ৰতিযোগী ছাত্ৰ-ছাত্ৰীয়ে শোভাযাত্ৰাত অংশগ্ৰহণ কৰে। প্ৰতিটো বিভাগে নিজ নিজ থীম লৈ শোভাযাত্ৰাত অংশ লয়। অসমৰ লোকসংস্কৃতি, ঐতিহ্য, পৰম্পৰা, সামাজিক বাৰ্তা আৰু জাতীয় সংহতিৰ বিভিন্ন দিশ উন্মোচন কৰা দৃশ্যপট, সজোৱা-পৰোৱা টেবলো আৰু বৰ্ণিল পোছাক-আচৰণেৰে শোভাযাত্ৰা বিশেষভাৱে মনোমোহা হৈ উঠে। বিদ্বজ্জন আৰু অভিভাৱকসকলে শোভাযাত্ৰা উপভোগ কৰে। ইয়াৰ পিছত বিশ্ববিদ্যালয়ৰ ক্ৰীড়া প্ৰতিযোগিতা, সাহিত্য-সংস্কৃতিক কাৰ্যসূচী, আলোচনা-চক্ৰ, সংগীত আৰু নৃত্য অনুষ্ঠান আদি সফলভাৱে সম্পন্ন হৈ যায়।: [14, 178, 236, 331]
zodiac-text: কৰ্কট ঃ ৰাশিৰ আদ্যাক্ষৰ ড, হ। শুভ কাৰক গ্ৰহ চন্দ্ৰ, বৃহস্পতি। শুভ সংখ্যা ২, ৩। শুভ ৰং সোণালী। দিনটো আন দিনাতকৈ যথেষ্ট উন্নত পাব। দিনটো আগবাঢ়ি যোৱাৰ লগে লগে ক্ৰমে মন যথেষ্ট ফৰকাল পাব। সম্ভৱস্থলত ভ্ৰমণৰ যো-জা।: [47, 733, 231, 774]
lead-body: [486, 184, 928, 399]
lead-story: [479, 122, 931, 427]
zodiac-text: মকৰ ঃ ৰাশিৰ আদ্যাক্ষৰ খ, জ। শুভ কাৰক গ্ৰহ শনি, শুক্ৰ। শুভ সংখ্যা ৬, ৮। শুভ ৰং ক'লা। আৰ্থিক দিশত সতৰ্কতা প্ৰয়োজন। পৰিয়ালৰ সৈতে আনন্দময় সময়।: [47, 939, 231, 969]
zodiac-entry: [19, 648, 231, 679]
zodiac-name: তুলা: [47, 841, 60, 851]
zodiac-text: তুলা ঃ ৰাশিৰ আদ্যাক্ষৰ ৰ, ত। শুভ কাৰক গ্ৰহ শুক্ৰ, শনি। শুভ সংখ্যা ৬, ৭। শুভ ৰং নীলা। দাম্পত্য জীৱন সুখময়। অপৰিকল্পিত খৰচ পৰিহাৰ কৰক।: [47, 841, 231, 871]
article-colourful-cultural: [14, 154, 236, 332]
article-bihpuria: [247, 120, 469, 257]
article-barpeta-students: [480, 1010, 694, 1147]
zodiac-reading: ৰাশিৰ আদ্যাক্ষৰ ড, হ। শুভ কাৰক গ্ৰহ চন্দ্ৰ, বৃহস্পতি। শুভ সংখ্যা ২, ৩। শুভ ৰং সোণালী। দিনটো আন দিনাতকৈ যথেষ্ট উন্নত পাব। দিনটো আগবাঢ়ি যোৱাৰ লগে লগে ক্ৰমে মন যথেষ্ট ফৰকাল পাব। সম্ভৱস্থলত ভ্ৰমণৰ যো-জা।: [47, 733, 231, 774]
sagittarius-icon: ♐: [19, 908, 44, 933]
article-nagaon-koch-rajbongshi: [708, 434, 930, 520]
article-body: কণমানি শিশু জেমিনা খাতুনে দোকানৰ পৰা চকলেট কিনি ঘূৰি অহাৰ সময়তে অপহৰণ কৰাৰ চেষ্টা চলায় আছকেৰ আলী নামৰ যুৱকজনে। অপহৰণ কৰাৰ সময়ত অপহৰণকাৰী আছকেৰ আলীৰ পৰিয়ালৰ লোকে প্ৰত্যক্ষ কৰে যদিও শিশুটিক ৰক্ষা কৰিবলৈ কোনো গুৰুত্ব দিয়া নাছিল বুলি পৰিয়ালৰ লোকে অভিযোগ উত্থাপন কৰিছে। অৱশেষত শিশুটিৰ মোমায়েকে শিশুটিক উদ্ধাৰ কৰিবলৈ যোৱাত অপহৰণকাৰী আছকেৰ আলীয়ে মাৰপিট কৰি আহত কৰাৰ লগতে তেওঁক প্ৰাণে মৰাৰ ভাবুকি দিয়ে। পাছত অপহৰণকাৰীৰ কবলৰ পৰা শিশুটিক উদ্ধাৰ কৰিবলৈ সক্ষম হয়। উক্ত ঘটনাক লৈ সময় অঞ্চলটোত চাঞ্চল্যৰ সৃষ্টি হৈছে। শিশুটিৰ পৰিয়ালৰ লোকে ইতিমধ্যে আলোপতিচৰ থানাত এজাহাৰ দাখিল কৰিছে।: [247, 285, 469, 387]
zodiac-reading: ৰাশিৰ আদ্যাক্ষৰ অ, ল। শুভ কাৰক গ্ৰহ মঙ্গল, ৰবি। শুভ সংখ্যা ১, ৯। শুভ ৰং বগা। আপুনি বুদ্ধি-চাতুৰ্যৰ বলত বিভিন্ন সমস্যা সহজে চম্ভালি ল'ব পাৰিব। হাতলৈ ধন আহিলেও খৰচো হ'ব তদ্ৰূপ।: [47, 605, 231, 645]
zodiac-reading: ৰাশিৰ আদ্যাক্ষৰ প, ঠ। শুভ কাৰক গ্ৰহ বুধ, শনি। শুভ সংখ্যা ৫, ৮। শুভ ৰং শেঁতা হালধীয়া। ব্যৱসায়ত লাভৰ যোগ। কৰ্মক্ষেত্ৰত সহকৰ্মীৰ সহযোগ লাভ। স্বাস্থ্যৰ প্ৰতি সচেতন হ'ব।: [47, 808, 231, 839]
zodiac-name: মেষ: [47, 605, 58, 615]
zodiac-entry: [19, 842, 231, 873]
article-body: অনুষ্ঠিত হৈছিল নতুন দিল্লীৰ চাণক্যপুৰীৰ পি এছ অ' আই গাৰ্ডেনত। একেলগে ছপা মাধ্যম, ভিজুৱেল মাধ্যম, বিজ্ঞাপন ক্ষেত্ৰ, পাব্লিক ৰিলেশ্যন ক্ষেত্ৰ বিভিন্ন বিভাগত সম্মান প্ৰদান কৰা হয়। উল্লেখযোগ্য যে জাতীয় সংবাদ মাধ্যম অঙ্গনত বিশেষ অৱদান আগবঢ়োৱা সাংবাদিক সৌৰভ কুমাৰ বৰাক এই সন্মান প্ৰদান কৰা হয়। বাতৰিকৰ্মী তথা আগশাৰীৰ ৰাষ্ট্ৰীয় সাংবাদিকৰ দ্বাৰা গঠিত ভিন ভিন ভাষাৰ আৰু ৰাজ্যৰ অভিজ্ঞ জুৰীয়ে শ্ৰেষ্ঠ বিবেচনা কৰিছে। বঁটা লাভ কৰি বৰাই কয়, 'মই আজি এজন গৌৰৱশালী অসমীয়া হিচাপে ইয়াত থিয় দিছোঁ, কিয়নো এই সম্মানৰ জৰিয়তে মোৰ মাতৃভাষাই জাতীয় পৰিসৰত নিজৰ যথোচিত স্থান লাভ কৰিছে।': [247, 416, 469, 508]
astrologer-credit: [19, 1062, 231, 1100]
article-barpeta-majarchar: [247, 261, 469, 388]
zodiac-reading: ৰাশিৰ আদ্যাক্ষৰ ন, য। শুভ কাৰক গ্ৰহ মঙ্গল, ৰবি। শুভ সংখ্যা ১, ৯। শুভ ৰং ৰঙা। কৰ্মত অগ্ৰগতি। ধৰ্মীয় কৰ্মত মনোযোগ। প্ৰেমত অস্থিৰতা।: [47, 874, 231, 904]
zodiac-entry: [19, 809, 231, 840]
zodiac-text: সিংহ ঃ ৰাশিৰ আদ্যাক্ষৰ ম, ট। শুভ কাৰক গ্ৰহ ৰবি, মঙ্গল। শুভ সংখ্যা ১, ৯। শুভ ৰং গোলাপী। কৰ্মত নতুন সুযোগ। বিদ্যাৰ্থীৰ বাবে দিনটো উৎসাহজনক। আত্মীয়ৰ পৰা সুখবৰ পাব।: [47, 776, 231, 806]
flower-exhibition-photo: [622, 184, 820, 316]
zodiac-entry: [19, 1005, 231, 1056]
zodiac-name: সিংহ: [47, 776, 61, 786]
article-sadiya-pipeline: [480, 747, 694, 1007]
